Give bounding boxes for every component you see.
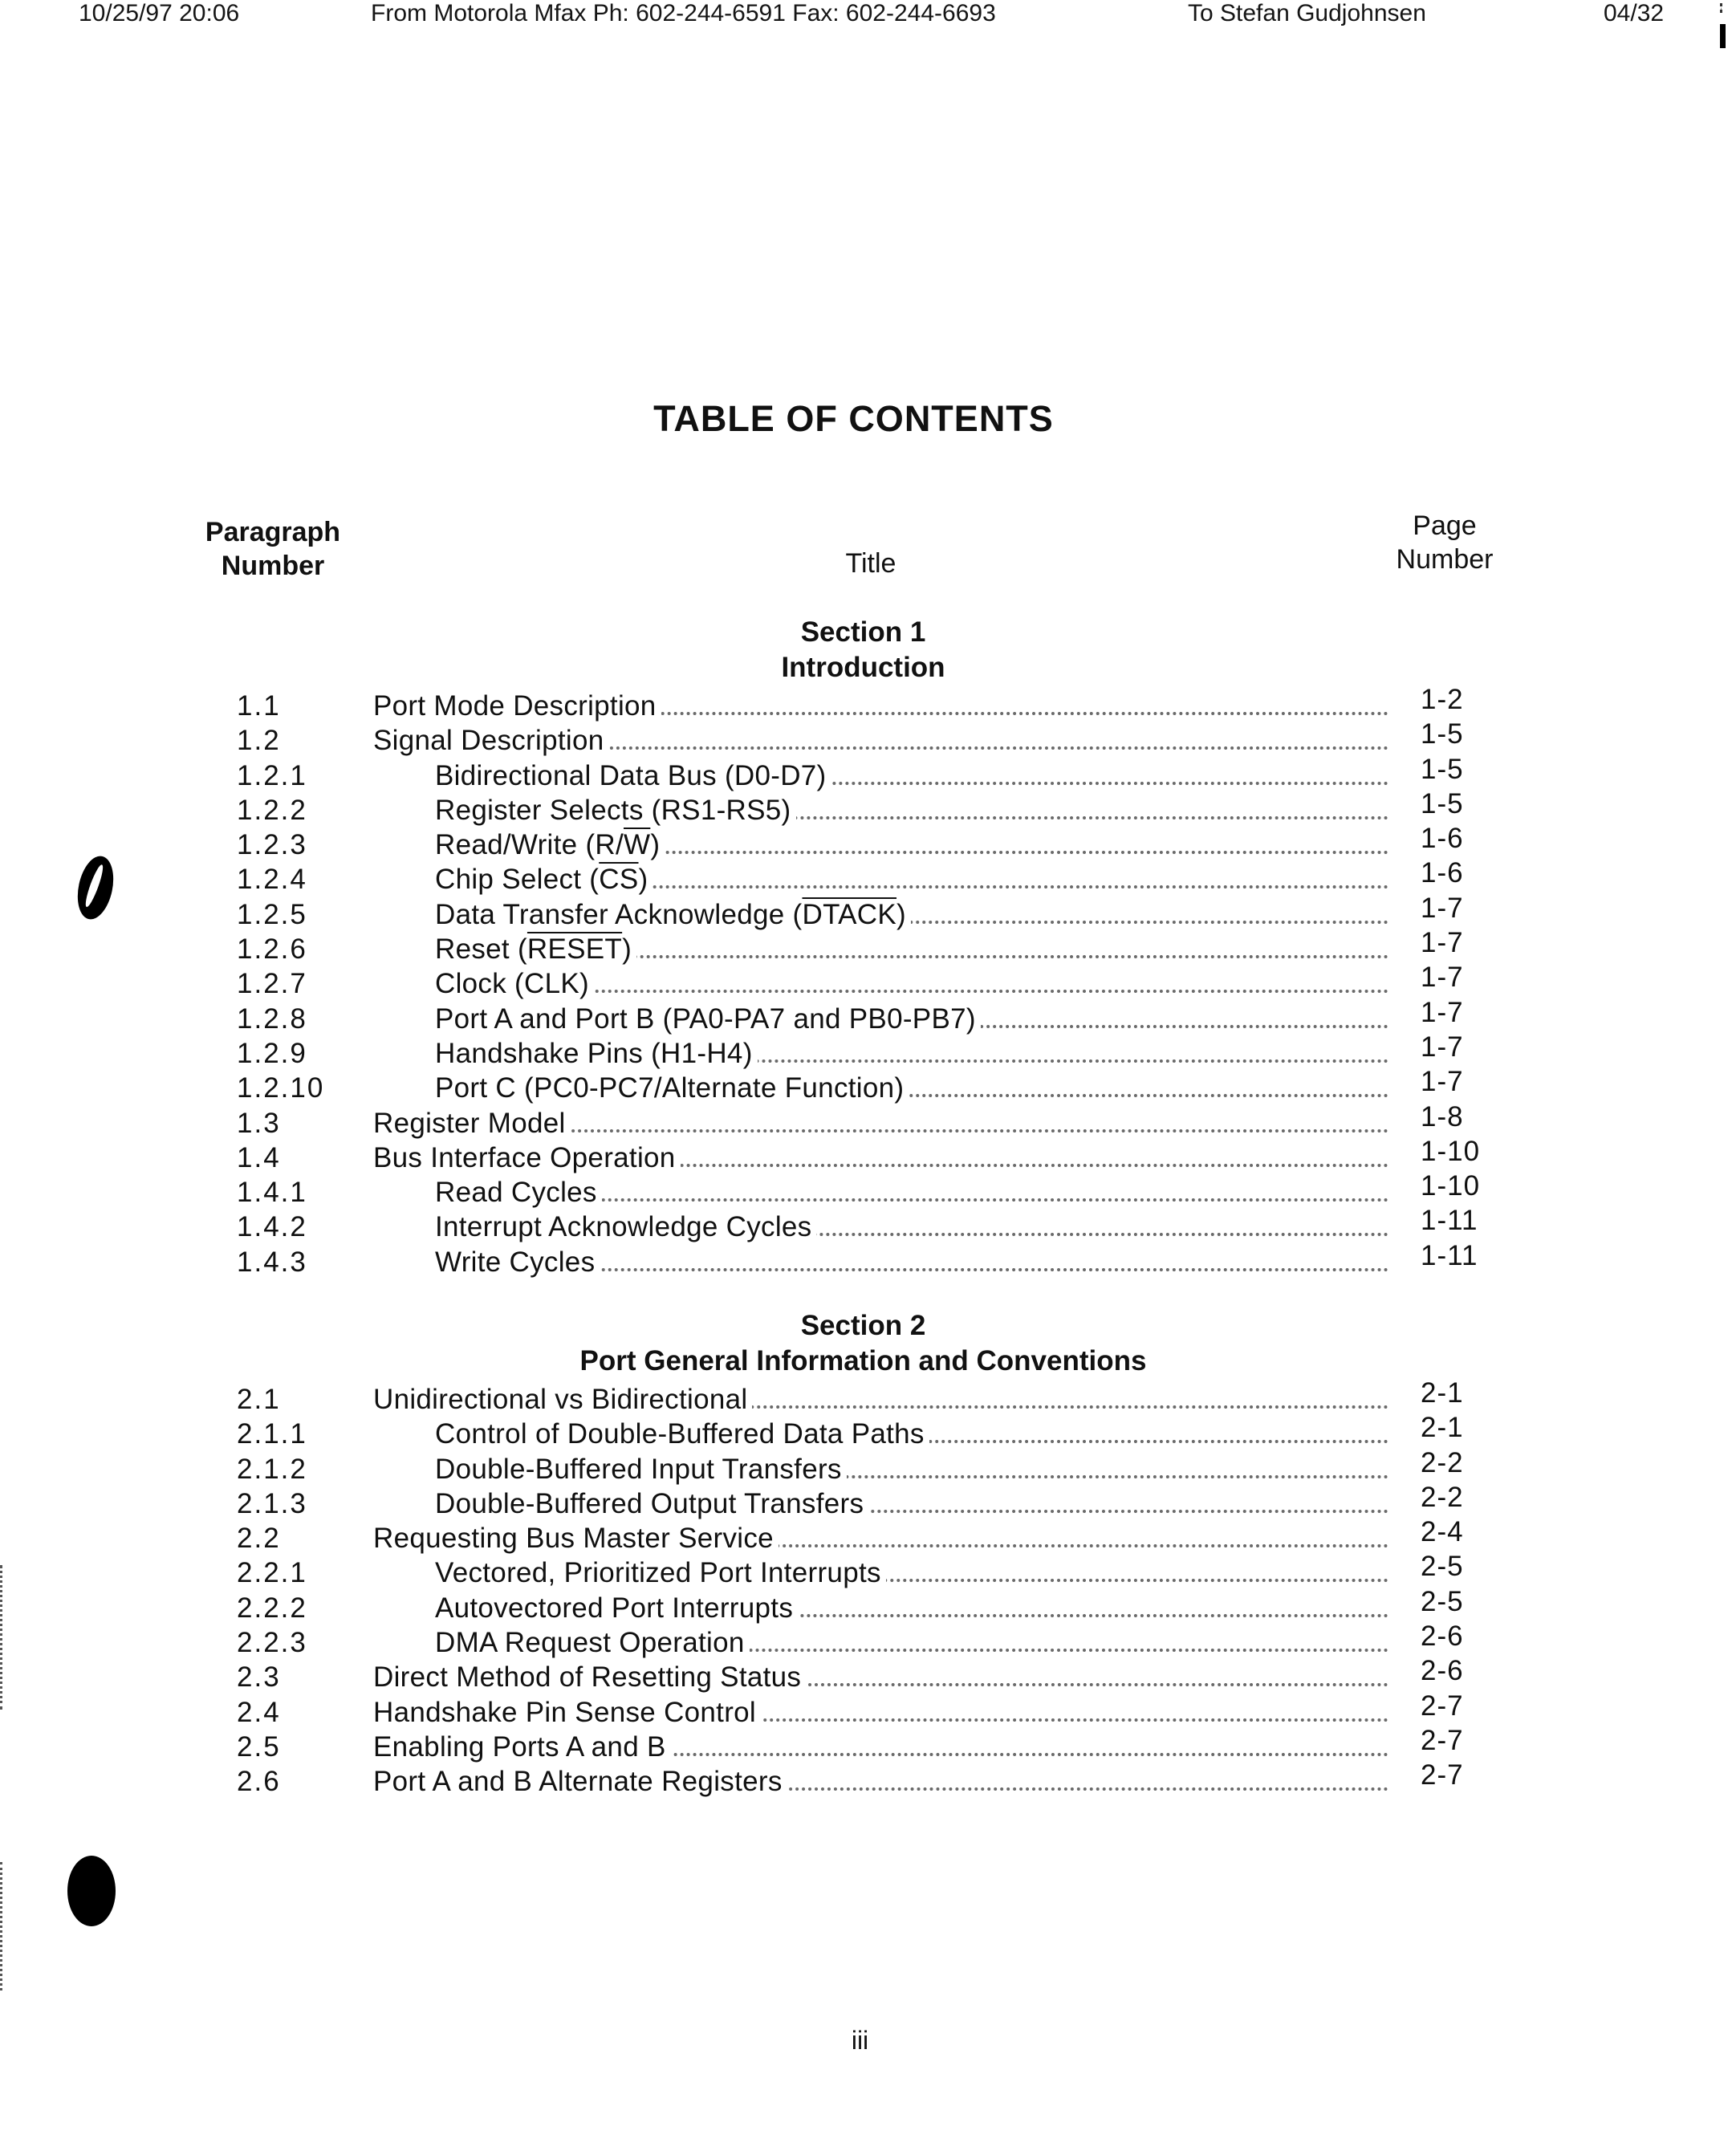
toc-entry-number: 1.2.9 <box>237 1037 307 1069</box>
fax-edge-bar <box>1720 24 1726 48</box>
toc-entry <box>0 1239 1736 1279</box>
toc-entry <box>0 1481 1736 1521</box>
toc-entry-page: 2-5 <box>1421 1585 1464 1617</box>
active-low-signal-name: $\overline{CS}$ <box>599 864 639 896</box>
column-heading-page-line2: Number <box>1396 544 1494 575</box>
toc-entry <box>0 1620 1736 1660</box>
toc-entry-number: 2.2.2 <box>237 1592 307 1624</box>
toc-entry <box>0 1585 1736 1625</box>
toc-entry-title <box>435 1417 1388 1451</box>
toc-entry-title-text: Interrupt Acknowledge Cycles <box>435 1211 816 1242</box>
section-2-label: Section 2 <box>800 1310 926 1341</box>
page-title-text: TABLE OF CONTENTS <box>653 398 1054 439</box>
toc-entry <box>0 1690 1736 1730</box>
section-2-heading <box>0 1308 1736 1379</box>
toc-entry-title-text <box>435 933 636 965</box>
column-heading-title <box>791 547 951 580</box>
toc-entry-number: 1.3 <box>237 1107 281 1139</box>
toc-entry <box>0 996 1736 1036</box>
toc-entry <box>0 787 1736 828</box>
toc-entry-page: 1-7 <box>1421 1066 1464 1098</box>
toc-entry-number: 1.2.8 <box>237 1002 307 1035</box>
toc-entry-number: 2.2.1 <box>237 1557 307 1589</box>
toc-entry-title <box>435 897 1388 932</box>
toc-entry-title-text: Enabling Ports A and B <box>373 1731 671 1763</box>
toc-entry <box>0 684 1736 723</box>
toc-entry <box>0 1066 1736 1105</box>
toc-entry-title <box>435 1036 1388 1071</box>
toc-entry-title <box>435 966 1388 1001</box>
toc-entry-page: 2-1 <box>1421 1412 1464 1444</box>
toc-entry <box>0 1377 1736 1417</box>
footer-page-number-text: iii <box>851 2026 869 2055</box>
active-low-signal-name: RESET <box>526 933 623 966</box>
section-2-toc-list <box>0 1377 1736 1799</box>
toc-entry-number: 1.2.3 <box>237 829 307 861</box>
toc-entry-title <box>373 1660 1388 1694</box>
toc-entry-number: 1.2.10 <box>237 1072 325 1104</box>
toc-entry-title-text <box>435 864 653 895</box>
toc-entry-page: 1-5 <box>1421 753 1464 785</box>
toc-entry-title-text: Requesting Bus Master Service <box>373 1523 779 1554</box>
toc-entry-title <box>435 1625 1388 1660</box>
toc-entry-title <box>373 1106 1388 1141</box>
toc-entry-title <box>435 828 1388 862</box>
section-2-name: Port General Information and Conventions <box>579 1345 1147 1376</box>
toc-entry-title <box>435 1002 1388 1036</box>
section-1-label: Section 1 <box>800 616 926 648</box>
toc-entry-number: 1.2.7 <box>237 968 307 1000</box>
toc-entry-page: 1-2 <box>1421 684 1464 715</box>
toc-entry-number: 2.2.3 <box>237 1627 307 1659</box>
toc-entry-page: 1-6 <box>1421 857 1464 889</box>
toc-entry-number: 1.1 <box>237 690 281 722</box>
toc-entry-title-prefix: Read/Write (R/ <box>435 829 624 861</box>
toc-entry-title-text: Bus Interface Operation <box>373 1142 681 1173</box>
toc-entry <box>0 718 1736 758</box>
toc-entry-title-suffix: ) <box>638 864 648 896</box>
column-heading-paragraph-line1: Paragraph <box>205 517 341 547</box>
toc-entry-number: 2.2 <box>237 1523 281 1555</box>
toc-entry-page: 1-7 <box>1421 996 1464 1028</box>
toc-entry-title-text: Double-Buffered Input Transfers <box>435 1454 847 1485</box>
toc-entry-page: 1-5 <box>1421 718 1464 750</box>
toc-entry-number: 2.5 <box>237 1730 281 1763</box>
toc-entry-title-text: Direct Method of Resetting Status <box>373 1661 806 1693</box>
toc-entry-title-text: Write Cycles <box>435 1246 600 1278</box>
toc-entry-title-text: Clock (CLK) <box>435 968 594 999</box>
toc-entry <box>0 1724 1736 1764</box>
toc-entry-title-suffix: ) <box>896 898 906 930</box>
toc-entry-title-text: Handshake Pins (H1-H4) <box>435 1038 758 1069</box>
toc-entry-title <box>373 723 1388 758</box>
toc-entry <box>0 892 1736 932</box>
toc-entry-title-suffix: ) <box>650 829 661 861</box>
toc-entry <box>0 1516 1736 1555</box>
toc-entry-page: 2-1 <box>1421 1377 1464 1409</box>
toc-entry-title <box>435 1210 1388 1244</box>
toc-entry-title <box>435 793 1388 828</box>
punch-hole-mark <box>67 1856 116 1926</box>
toc-entry-title <box>373 689 1388 723</box>
toc-entry-number: 1.4.1 <box>237 1177 307 1209</box>
toc-entry-title <box>435 1555 1388 1590</box>
toc-entry-page: 1-7 <box>1421 927 1464 959</box>
toc-entry-title <box>373 1521 1388 1555</box>
scan-edge-mark <box>0 1862 6 1991</box>
fax-header <box>0 0 1736 32</box>
toc-entry-number: 1.2.4 <box>237 864 307 896</box>
toc-entry-page: 1-10 <box>1421 1135 1481 1167</box>
toc-entry-title <box>435 1452 1388 1486</box>
fax-sender: From Motorola Mfax Ph: 602-244-6591 Fax: 602-244-6693 <box>371 0 996 26</box>
toc-entry-page: 2-7 <box>1421 1724 1464 1756</box>
toc-entry-number: 1.4 <box>237 1141 281 1173</box>
toc-entry-page: 1-7 <box>1421 892 1464 924</box>
fax-recipient: To Stefan Gudjohnsen <box>1188 0 1426 26</box>
toc-entry-page: 1-6 <box>1421 823 1464 855</box>
toc-entry-title <box>373 1141 1388 1175</box>
active-low-signal-name: DTACK <box>802 898 897 930</box>
toc-entry-title-text: Vectored, Prioritized Port Interrupts <box>435 1557 886 1588</box>
toc-entry <box>0 962 1736 1001</box>
toc-entry-title-text: Handshake Pin Sense Control <box>373 1697 761 1728</box>
fax-page-count: 04/32 <box>1604 0 1665 26</box>
toc-entry-title-text: Port A and Port B (PA0-PA7 and PB0-PB7) <box>435 1003 981 1035</box>
toc-entry-number: 2.6 <box>237 1766 281 1798</box>
toc-entry-page: 1-11 <box>1421 1239 1478 1271</box>
toc-entry-page: 1-8 <box>1421 1100 1464 1132</box>
column-heading-page <box>1380 509 1509 576</box>
column-heading-title-text: Title <box>845 548 896 579</box>
toc-entry <box>0 1031 1736 1071</box>
section-1-toc-list <box>0 684 1736 1279</box>
toc-entry-title-text: Double-Buffered Output Transfers <box>435 1488 868 1519</box>
toc-entry-title-text: Read Cycles <box>435 1177 602 1208</box>
toc-entry-page: 2-6 <box>1421 1620 1464 1653</box>
toc-entry-title-text: Bidirectional Data Bus (D0-D7) <box>435 760 831 791</box>
toc-entry-title-text: Unidirectional vs Bidirectional <box>373 1384 752 1415</box>
toc-entry-page: 2-7 <box>1421 1690 1464 1722</box>
toc-entry-title <box>435 1486 1388 1521</box>
toc-entry-page: 2-5 <box>1421 1551 1464 1583</box>
toc-entry <box>0 1759 1736 1799</box>
toc-entry-title <box>435 932 1388 966</box>
toc-entry-title <box>435 1175 1388 1210</box>
column-heading-paragraph <box>193 515 353 583</box>
toc-entry-title <box>435 1245 1388 1279</box>
toc-entry-page: 2-4 <box>1421 1516 1464 1548</box>
column-heading-paragraph-line2: Number <box>221 551 325 581</box>
toc-entry-title-text <box>435 829 665 860</box>
fax-edge-tick <box>1720 3 1726 13</box>
toc-entry-page: 2-7 <box>1421 1759 1464 1791</box>
toc-entry-title-text: Control of Double-Buffered Data Paths <box>435 1418 929 1450</box>
toc-entry-title <box>435 1071 1388 1105</box>
toc-entry-title <box>435 862 1388 897</box>
toc-entry-number: 1.2.5 <box>237 898 307 930</box>
toc-entry-title-prefix: Chip Select ( <box>435 864 600 896</box>
toc-entry-page: 1-11 <box>1421 1205 1478 1237</box>
toc-entry-page: 2-2 <box>1421 1446 1464 1478</box>
toc-entry-title-text: Register Model <box>373 1108 571 1139</box>
toc-entry <box>0 1551 1736 1590</box>
section-1-heading <box>0 615 1736 685</box>
toc-entry-number: 2.4 <box>237 1696 281 1728</box>
column-heading-page-line1: Page <box>1413 510 1477 541</box>
toc-entry <box>0 1446 1736 1486</box>
toc-entry-title <box>373 1730 1388 1764</box>
toc-entry-number: 2.1.1 <box>237 1418 307 1450</box>
footer-page-number <box>0 2026 1736 2056</box>
toc-entry-title-text: DMA Request Operation <box>435 1627 750 1658</box>
toc-entry-page: 2-2 <box>1421 1481 1464 1513</box>
toc-entry <box>0 927 1736 966</box>
toc-entry-title-text <box>435 899 911 930</box>
toc-entry <box>0 823 1736 862</box>
toc-entry-title-text: Signal Description <box>373 725 609 756</box>
toc-entry-number: 2.1.2 <box>237 1453 307 1485</box>
toc-entry-title <box>373 1382 1388 1417</box>
toc-entry <box>0 753 1736 793</box>
toc-entry <box>0 857 1736 897</box>
toc-entry-number: 1.4.3 <box>237 1246 307 1278</box>
fax-date: 10/25/97 20:06 <box>79 0 240 26</box>
toc-entry-number: 1.4.2 <box>237 1211 307 1243</box>
page-title <box>0 398 1736 440</box>
toc-entry-number: 2.1 <box>237 1384 281 1415</box>
toc-entry-number: 1.2.1 <box>237 759 307 791</box>
toc-entry-title-suffix: ) <box>622 933 632 966</box>
toc-entry-page: 1-7 <box>1421 962 1464 994</box>
active-low-signal-name: $\overline{W}$ <box>624 829 651 861</box>
toc-entry <box>0 1655 1736 1694</box>
toc-entry-page: 1-7 <box>1421 1031 1464 1063</box>
toc-entry-page: 2-6 <box>1421 1655 1464 1687</box>
toc-entry-page: 1-5 <box>1421 787 1464 819</box>
toc-entry-title-text: Port C (PC0-PC7/Alternate Function) <box>435 1072 909 1104</box>
toc-entry-title <box>435 758 1388 793</box>
toc-entry-number: 1.2.2 <box>237 794 307 826</box>
toc-entry-title <box>373 1695 1388 1730</box>
toc-entry-number: 1.2 <box>237 725 281 757</box>
toc-entry-title-text: Port A and B Alternate Registers <box>373 1766 787 1797</box>
toc-entry-title-prefix: Data Transfer Acknowledge ( <box>435 898 803 930</box>
toc-entry-number: 2.3 <box>237 1661 281 1694</box>
section-1-name: Introduction <box>781 652 945 683</box>
toc-entry-title-text: Autovectored Port Interrupts <box>435 1592 798 1624</box>
toc-entry-number: 2.1.3 <box>237 1487 307 1519</box>
toc-entry <box>0 1412 1736 1451</box>
toc-entry-page: 1-10 <box>1421 1170 1481 1202</box>
toc-entry-number: 1.2.6 <box>237 933 307 966</box>
toc-entry-title <box>373 1764 1388 1799</box>
toc-entry-title-prefix: Reset ( <box>435 933 527 966</box>
scan-edge-mark <box>0 1565 6 1710</box>
toc-entry-title <box>435 1591 1388 1625</box>
toc-entry-title-text: Register Selects (RS1-RS5) <box>435 795 796 826</box>
toc-entry-title-text: Port Mode Description <box>373 690 661 722</box>
